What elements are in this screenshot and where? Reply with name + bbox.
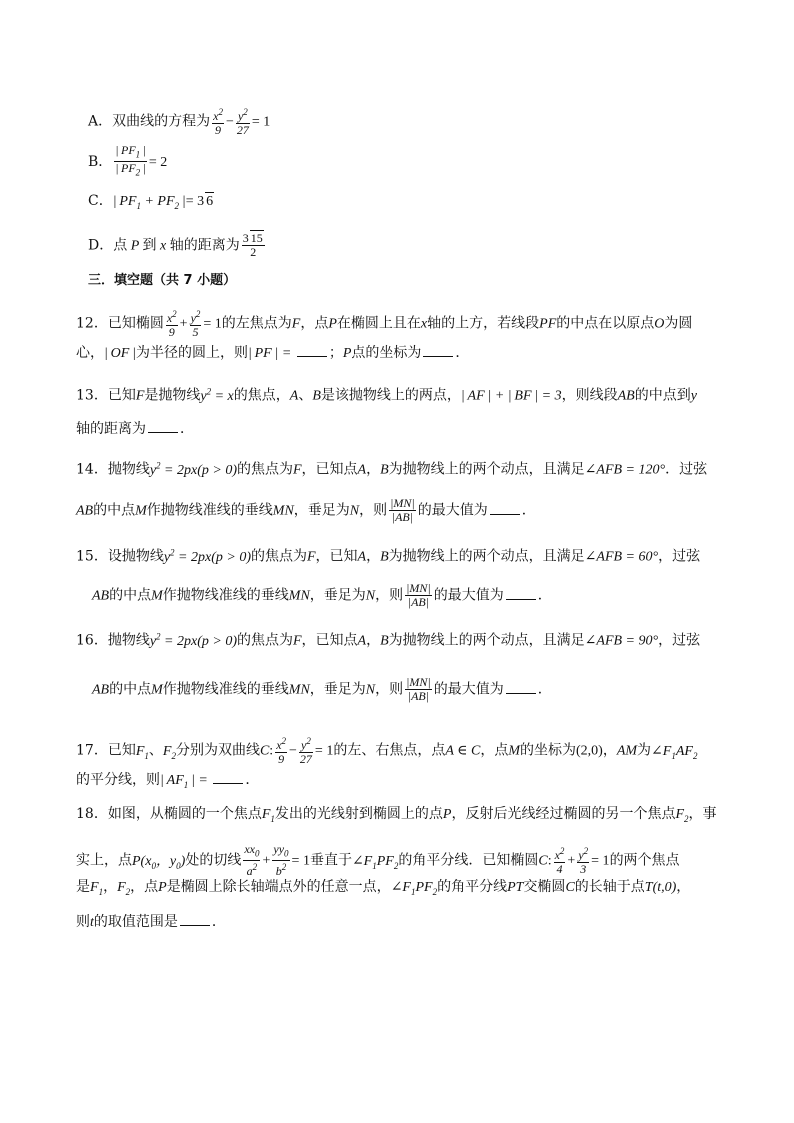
answer-blank[interactable] bbox=[148, 420, 178, 433]
option-d: D．点 P 到 x 轴的距离为 $\frac{3 15}{2}$ bbox=[88, 231, 263, 259]
question-18-line-2: 实上，点$P(x_0$，$y_0$)处的切线 $\frac{xx_0}{a^2}$ + $\frac{yy_0}{b^2}$ = 1垂直于$\angle F_1PF_2$的角平分线．已知椭圆C: $\frac{x^2}{4}$ + $\frac{y^2}{3}$ = 1的两个焦点 bbox=[76, 842, 680, 879]
fraction: $\frac{3 15}{2}$ bbox=[242, 231, 263, 259]
question-18-line-1: 18．如图，从椭圆的一个焦点$F_1$发出的光线射到椭圆上的点P，反射后光线经过椭圆的另一个焦点$F_2$，事 bbox=[76, 806, 717, 824]
question-15-line-1: 15．设抛物线$y^2 = 2px(p > 0)$的焦点为F，已知A，B为抛物线上的两个动点，且满足∠AFB = 60°，过弦 bbox=[76, 547, 701, 565]
answer-blank[interactable] bbox=[213, 771, 243, 784]
option-d-label: D． bbox=[88, 237, 114, 254]
option-a-label: A． bbox=[88, 113, 113, 130]
option-b: B． $\frac{| PF_1 |}{| PF_2 |}$ = 2 bbox=[88, 143, 168, 178]
question-13-line-1: 13．已知F是抛物线$y^2 = x$的焦点，A、B是该抛物线上的两点，| AF | + | BF | = 3，则线段AB的中点到y bbox=[76, 386, 697, 404]
question-12-line-1: 12．已知椭圆 $\frac{x^2}{9}$ + $\frac{y^2}{5}$ = 1的左焦点为F，点P在椭圆上且在x轴的上方，若线段PF的中点在以原点O为圆 bbox=[76, 309, 693, 339]
question-16-line-1: 16．抛物线$y^2 = 2px(p > 0)$的焦点为F，已知点A，B为抛物线上的两个动点，且满足∠AFB = 90°，过弦 bbox=[76, 631, 701, 649]
fraction: $\frac{x^2}{9}$ bbox=[213, 107, 223, 137]
answer-blank[interactable] bbox=[506, 587, 536, 600]
question-18-line-4: 则t的取值范围是 ． bbox=[76, 914, 226, 930]
answer-blank[interactable] bbox=[490, 502, 520, 515]
question-12-line-2: 心，| OF |为半径的圆上，则| PF | = ；P点的坐标为 ． bbox=[76, 345, 470, 361]
answer-blank[interactable] bbox=[423, 344, 453, 357]
question-15-line-2: AB的中点M作抛物线准线的垂线MN，垂足为N，则 $\frac{|MN|}{|AB|}$ 的最大值为 ． bbox=[92, 581, 552, 609]
question-16-line-2: AB的中点M作抛物线准线的垂线MN，垂足为N，则 $\frac{|MN|}{|AB|}$ 的最大值为 ． bbox=[92, 675, 552, 703]
fraction: $\frac{y^2}{27}$ bbox=[236, 107, 249, 137]
question-14-line-2: AB的中点M作抛物线准线的垂线MN，垂足为N，则 $\frac{|MN|}{|AB|}$ 的最大值为 ． bbox=[76, 496, 536, 524]
option-a-text: 双曲线的方程为 bbox=[112, 113, 211, 130]
answer-blank[interactable] bbox=[180, 913, 210, 926]
option-a: A．双曲线的方程为 $\frac{x^2}{9}$ − $\frac{y^2}{27}$ = 1 bbox=[88, 107, 271, 137]
question-13-line-2: 轴的距离为 ． bbox=[76, 421, 194, 437]
answer-blank[interactable] bbox=[297, 344, 327, 357]
question-18-line-3: 是$F_1$，$F_2$，点P是椭圆上除长轴端点外的任意一点，$\angle F_1PF_2$的角平分线PT交椭圆C的长轴于点T(t,0)， bbox=[76, 879, 691, 897]
question-17-line-2: 的平分线，则| $AF_1$ | = ． bbox=[76, 772, 260, 790]
fraction: $\frac{| PF_1 |}{| PF_2 |}$ bbox=[115, 143, 146, 178]
option-c: C．| $PF_1 + PF_2$ |= 3 6 bbox=[88, 193, 214, 211]
question-17-line-1: 17．已知$F_1$、$F_2$分别为双曲线C: $\frac{x^2}{9}$ − $\frac{y^2}{27}$ = 1的左、右焦点，点A ∈ C，点M的坐标为(2,0)，AM为$\angle F_1AF_2$ bbox=[76, 736, 698, 766]
question-14-line-1: 14．抛物线$y^2 = 2px(p > 0)$的焦点为F，已知点A，B为抛物线上的两个动点，且满足∠AFB = 120°．过弦 bbox=[76, 460, 708, 478]
answer-blank[interactable] bbox=[506, 681, 536, 694]
option-c-label: C． bbox=[88, 193, 113, 209]
option-b-label: B． bbox=[88, 153, 113, 170]
section-title: 三．填空题（共 7 小题） bbox=[88, 273, 237, 288]
